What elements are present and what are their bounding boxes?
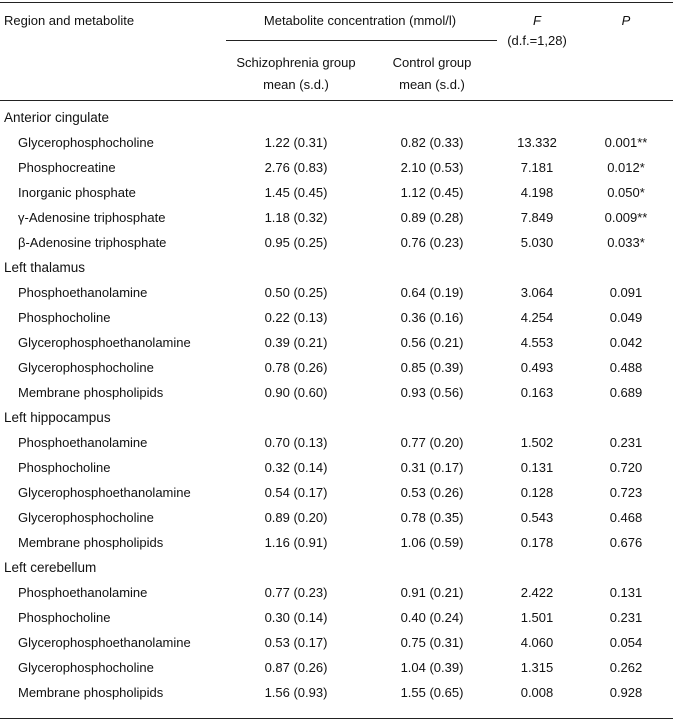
metabolite-name: Membrane phospholipids bbox=[18, 685, 164, 700]
schizophrenia-value: 1.16 (0.91) bbox=[264, 535, 328, 550]
concentration-underline bbox=[226, 40, 497, 41]
header-df: (d.f.=1,28) bbox=[507, 33, 567, 48]
control-value: 2.10 (0.53) bbox=[400, 160, 464, 175]
p-value: 0.049 bbox=[609, 310, 643, 325]
p-value: 0.723 bbox=[609, 485, 643, 500]
f-value: 0.543 bbox=[520, 510, 554, 525]
metabolite-name: γ-Adenosine triphosphate bbox=[18, 210, 166, 225]
control-value: 1.12 (0.45) bbox=[400, 185, 464, 200]
f-value: 7.181 bbox=[520, 160, 554, 175]
control-value: 0.53 (0.26) bbox=[400, 485, 464, 500]
metabolite-name: Phosphocholine bbox=[18, 610, 111, 625]
f-value: 13.332 bbox=[517, 135, 557, 150]
f-value: 7.849 bbox=[520, 210, 554, 225]
schizophrenia-value: 0.53 (0.17) bbox=[264, 635, 328, 650]
schizophrenia-value: 2.76 (0.83) bbox=[264, 160, 328, 175]
control-value: 0.82 (0.33) bbox=[400, 135, 464, 150]
p-value: 0.131 bbox=[609, 585, 643, 600]
f-value: 4.060 bbox=[520, 635, 554, 650]
p-value: 0.720 bbox=[609, 460, 643, 475]
control-value: 1.55 (0.65) bbox=[400, 685, 464, 700]
f-value: 0.131 bbox=[520, 460, 554, 475]
p-value: 0.009** bbox=[604, 210, 648, 225]
schizophrenia-value: 0.32 (0.14) bbox=[264, 460, 328, 475]
metabolite-name: Phosphocreatine bbox=[18, 160, 116, 175]
schizophrenia-value: 0.30 (0.14) bbox=[264, 610, 328, 625]
schizophrenia-value: 0.87 (0.26) bbox=[264, 660, 328, 675]
schizophrenia-value: 0.50 (0.25) bbox=[264, 285, 328, 300]
p-value: 0.262 bbox=[609, 660, 643, 675]
p-value: 0.001** bbox=[604, 135, 648, 150]
f-value: 1.315 bbox=[520, 660, 554, 675]
f-value: 5.030 bbox=[520, 235, 554, 250]
control-value: 0.56 (0.21) bbox=[400, 335, 464, 350]
control-value: 0.75 (0.31) bbox=[400, 635, 464, 650]
control-value: 0.77 (0.20) bbox=[400, 435, 464, 450]
schizophrenia-value: 0.54 (0.17) bbox=[264, 485, 328, 500]
control-value: 0.76 (0.23) bbox=[400, 235, 464, 250]
f-value: 2.422 bbox=[520, 585, 554, 600]
control-value: 0.78 (0.35) bbox=[400, 510, 464, 525]
metabolite-name: Glycerophosphoethanolamine bbox=[18, 485, 191, 500]
control-value: 1.06 (0.59) bbox=[400, 535, 464, 550]
schizophrenia-value: 0.95 (0.25) bbox=[264, 235, 328, 250]
schizophrenia-value: 1.45 (0.45) bbox=[264, 185, 328, 200]
metabolite-name: Phosphocholine bbox=[18, 460, 111, 475]
control-value: 0.36 (0.16) bbox=[400, 310, 464, 325]
schizophrenia-value: 0.89 (0.20) bbox=[264, 510, 328, 525]
section-heading: Left thalamus bbox=[4, 260, 86, 275]
header-region-and-metabolite: Region and metabolite bbox=[4, 13, 135, 28]
p-value: 0.231 bbox=[609, 435, 643, 450]
f-value: 4.198 bbox=[520, 185, 554, 200]
control-value: 0.85 (0.39) bbox=[400, 360, 464, 375]
schizophrenia-value: 0.22 (0.13) bbox=[264, 310, 328, 325]
control-value: 0.31 (0.17) bbox=[400, 460, 464, 475]
schizophrenia-value: 0.77 (0.23) bbox=[264, 585, 328, 600]
p-value: 0.042 bbox=[609, 335, 643, 350]
metabolite-name: Glycerophosphoethanolamine bbox=[18, 635, 191, 650]
f-value: 1.502 bbox=[520, 435, 554, 450]
schizophrenia-value: 0.70 (0.13) bbox=[264, 435, 328, 450]
f-value: 0.178 bbox=[520, 535, 554, 550]
f-value: 0.008 bbox=[520, 685, 554, 700]
schizophrenia-value: 1.18 (0.32) bbox=[264, 210, 328, 225]
p-value: 0.231 bbox=[609, 610, 643, 625]
header-control-group: Control group bbox=[392, 55, 472, 70]
control-value: 1.04 (0.39) bbox=[400, 660, 464, 675]
metabolite-name: Membrane phospholipids bbox=[18, 535, 164, 550]
f-value: 1.501 bbox=[520, 610, 554, 625]
header-p: P bbox=[621, 13, 631, 28]
header-control-mean-sd: mean (s.d.) bbox=[399, 77, 465, 92]
p-value: 0.050* bbox=[607, 185, 645, 200]
p-value: 0.689 bbox=[609, 385, 643, 400]
metabolite-name: Membrane phospholipids bbox=[18, 385, 164, 400]
schizophrenia-value: 0.39 (0.21) bbox=[264, 335, 328, 350]
p-value: 0.928 bbox=[609, 685, 643, 700]
p-value: 0.468 bbox=[609, 510, 643, 525]
header-schizophrenia-mean-sd: mean (s.d.) bbox=[263, 77, 329, 92]
metabolite-name: β-Adenosine triphosphate bbox=[18, 235, 167, 250]
metabolite-name: Inorganic phosphate bbox=[18, 185, 136, 200]
metabolite-name: Phosphocholine bbox=[18, 310, 111, 325]
p-value: 0.054 bbox=[609, 635, 643, 650]
header-metabolite-concentration: Metabolite concentration (mmol/l) bbox=[263, 13, 457, 28]
metabolite-name: Phosphoethanolamine bbox=[18, 435, 148, 450]
p-value: 0.091 bbox=[609, 285, 643, 300]
p-value: 0.033* bbox=[607, 235, 645, 250]
section-heading: Left hippocampus bbox=[4, 410, 111, 425]
p-value: 0.488 bbox=[609, 360, 643, 375]
control-value: 0.93 (0.56) bbox=[400, 385, 464, 400]
control-value: 0.40 (0.24) bbox=[400, 610, 464, 625]
metabolite-name: Glycerophosphocholine bbox=[18, 360, 154, 375]
metabolite-name: Glycerophosphoethanolamine bbox=[18, 335, 191, 350]
p-value: 0.012* bbox=[607, 160, 645, 175]
section-heading: Left cerebellum bbox=[4, 560, 97, 575]
header-schizophrenia-group: Schizophrenia group bbox=[236, 55, 356, 70]
control-value: 0.91 (0.21) bbox=[400, 585, 464, 600]
header-rule bbox=[0, 100, 673, 101]
metabolite-name: Glycerophosphocholine bbox=[18, 660, 154, 675]
schizophrenia-value: 0.78 (0.26) bbox=[264, 360, 328, 375]
schizophrenia-value: 1.22 (0.31) bbox=[264, 135, 328, 150]
control-value: 0.89 (0.28) bbox=[400, 210, 464, 225]
metabolite-name: Phosphoethanolamine bbox=[18, 585, 148, 600]
schizophrenia-value: 0.90 (0.60) bbox=[264, 385, 328, 400]
section-heading: Anterior cingulate bbox=[4, 110, 110, 125]
metabolite-name: Glycerophosphocholine bbox=[18, 510, 154, 525]
metabolite-name: Phosphoethanolamine bbox=[18, 285, 148, 300]
f-value: 0.128 bbox=[520, 485, 554, 500]
schizophrenia-value: 1.56 (0.93) bbox=[264, 685, 328, 700]
f-value: 4.254 bbox=[520, 310, 554, 325]
f-value: 0.163 bbox=[520, 385, 554, 400]
top-rule bbox=[0, 2, 673, 3]
control-value: 0.64 (0.19) bbox=[400, 285, 464, 300]
p-value: 0.676 bbox=[609, 535, 643, 550]
f-value: 3.064 bbox=[520, 285, 554, 300]
f-value: 0.493 bbox=[520, 360, 554, 375]
header-f: F bbox=[533, 13, 541, 28]
f-value: 4.553 bbox=[520, 335, 554, 350]
bottom-rule bbox=[0, 718, 673, 719]
metabolite-name: Glycerophosphocholine bbox=[18, 135, 154, 150]
